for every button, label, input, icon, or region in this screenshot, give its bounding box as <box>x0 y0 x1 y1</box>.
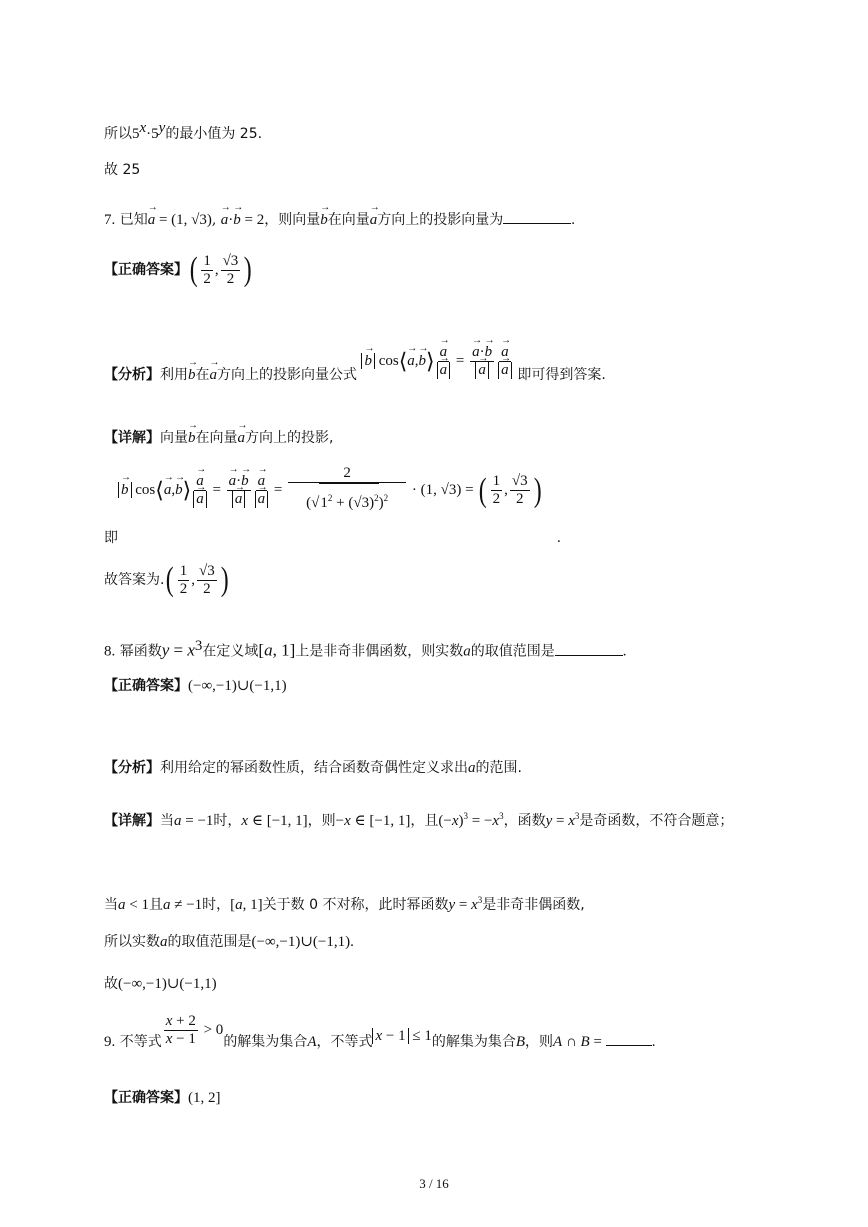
answer-9 <box>104 1088 221 1108</box>
answer-label: 【正确答案】 <box>104 1090 188 1106</box>
variable: a <box>468 760 476 776</box>
variable: A <box>307 1034 317 1050</box>
text: 在定义域 <box>202 643 259 660</box>
text: 方向上的投影, <box>245 430 334 446</box>
answer-value: (1, 2] <box>188 1090 221 1106</box>
answer-value: (−∞,−1)∪(−1,1) <box>118 976 217 992</box>
question-7: 7. 已知→ a = (1, √3), → a·→ b = 2，则向量→ b在向量→ a方向上的投影向量为 . <box>104 210 575 230</box>
text: 的取值范围是 <box>167 934 252 950</box>
gu-answer-7: 故答案为.( $\frac{1}{2}$ , $\frac{√3}{2}$ ) <box>104 561 229 598</box>
detail-7-formula: → b cos⟨→ a,→ b⟩ → a → a = → a·→ b → a → a → a = $\frac{2}{(√1^2 + (√3)^2)^2}$ · (1, √3) = ( $\frac{1}{2}$ , $\frac{√3}{2}$ ) <box>118 460 543 521</box>
question-number: 8. <box>104 643 116 660</box>
text: ，不等式 <box>316 1034 373 1050</box>
text: 的范围. <box>475 760 522 776</box>
answer-label: 【正确答案】 <box>104 262 188 278</box>
text: 已知 <box>119 212 148 228</box>
text: ，且 <box>410 813 439 829</box>
line-gu-25 <box>104 160 140 180</box>
gu-8 <box>104 974 217 994</box>
text: . <box>571 212 576 228</box>
text: 的最小值为 25. <box>165 126 263 142</box>
text: 上是非奇非偶函数，则实数 <box>295 643 464 660</box>
text: 方向上的投影向量公式 <box>217 367 357 383</box>
question-number: 9. <box>104 1034 116 1050</box>
question-8: 8. 幂函数$y = x^3$在定义域[a, 1]上是非奇非偶函数，则实数a的取值范围是 . <box>104 638 627 660</box>
detail-8-range <box>104 932 354 952</box>
answer-blank <box>606 1033 652 1046</box>
answer-blank <box>503 211 571 224</box>
text: . <box>350 934 354 950</box>
text: 时， <box>202 897 231 913</box>
text: 向量 <box>160 430 188 446</box>
text: 利用给定的幂函数性质，结合函数奇偶性定义求出 <box>160 760 468 776</box>
answer-7: 【正确答案】( $\frac{1}{2}$ , $\frac{√3}{2}$ ) <box>104 251 252 288</box>
text: . <box>651 1034 656 1050</box>
variable: a <box>160 934 168 950</box>
text: ，则 <box>525 1034 554 1050</box>
text: 关于数 0 不对称，此时幂函数 <box>262 897 449 913</box>
text: 所以 <box>104 126 132 142</box>
variable: B <box>515 1034 526 1050</box>
detail-label: 【详解】 <box>104 813 160 829</box>
text: 的解集为集合 <box>223 1034 308 1050</box>
question-9: 9. 不等式 $\frac{x + 2}{x - 1}$ > 0的解集为集合A，不等式 x − 1 ≤ 1的解集为集合B，则A ∩ B = . <box>104 1013 656 1050</box>
text: . <box>622 643 627 660</box>
text: 利用 <box>160 367 188 383</box>
answer-value: (−∞,−1)∪(−1,1) <box>251 934 351 950</box>
answer-8 <box>104 676 287 696</box>
text: 故 <box>104 976 118 992</box>
answer-blank <box>555 643 623 656</box>
text: 故 25 <box>104 162 141 178</box>
text: 是非奇非偶函数, <box>482 897 585 913</box>
analysis-7: 【分析】利用→ b在→ a方向上的投影向量公式 → b cos⟨→ a,→ b⟩ → a → a = → a·→ b → a → a → a 即可得到答案. <box>104 350 606 401</box>
formula: $5^x\cdot 5^y$ <box>132 120 166 142</box>
answer-label: 【正确答案】 <box>104 678 188 694</box>
text: 当 <box>104 897 118 913</box>
analysis-label: 【分析】 <box>104 367 160 383</box>
analysis-8 <box>104 758 522 778</box>
text: 在向量 <box>195 430 238 446</box>
text: 幂函数 <box>119 643 162 660</box>
text: . <box>557 530 561 546</box>
text: ，函数 <box>503 813 546 829</box>
text: 时， <box>213 813 242 829</box>
variable: a <box>463 643 471 660</box>
ji-dot <box>557 528 561 548</box>
line-min-value <box>104 118 262 144</box>
text: 所以实数 <box>104 934 160 950</box>
detail-7: 【详解】向量→ b在向量→ a方向上的投影, <box>104 428 333 448</box>
text: 方向上的投影向量为 <box>377 212 504 228</box>
text: 在向量 <box>327 212 370 228</box>
text: 在 <box>195 367 210 383</box>
text: 不等式 <box>119 1034 162 1050</box>
detail-8-case: 当a < 1且a ≠ −1时，[a, 1]关于数 0 不对称，此时幂函数$y = x^3$是非奇非偶函数, <box>104 895 585 913</box>
projection-formula: → b cos⟨→ a,→ b⟩ → a → a = → a·→ b → a → a → a <box>361 353 517 369</box>
ji-line <box>104 528 118 548</box>
question-number: 7. <box>104 212 116 228</box>
text: 是奇函数，不符合题意； <box>579 813 734 829</box>
analysis-label: 【分析】 <box>104 760 160 776</box>
text: 当 <box>160 813 174 829</box>
text: 即可得到答案. <box>517 367 606 383</box>
text: 的解集为集合 <box>431 1034 516 1050</box>
answer-value: (−∞,−1)∪(−1,1) <box>188 678 287 694</box>
detail-label: 【详解】 <box>104 430 160 446</box>
text: 故答案为. <box>104 572 165 588</box>
detail-8: 【详解】当a = −1时，x ∈ [−1, 1]，则−x ∈ [−1, 1]，且$(-x)^3 = -x^3$，函数$y = x^3$是奇函数，不符合题意； <box>104 811 734 829</box>
text: ，则向量 <box>264 212 321 228</box>
page-number: 3 / 16 <box>419 1176 449 1191</box>
text: 且 <box>148 897 163 913</box>
text: 即 <box>104 530 118 546</box>
text: ，则 <box>307 813 336 829</box>
text: 的取值范围是 <box>470 643 555 660</box>
